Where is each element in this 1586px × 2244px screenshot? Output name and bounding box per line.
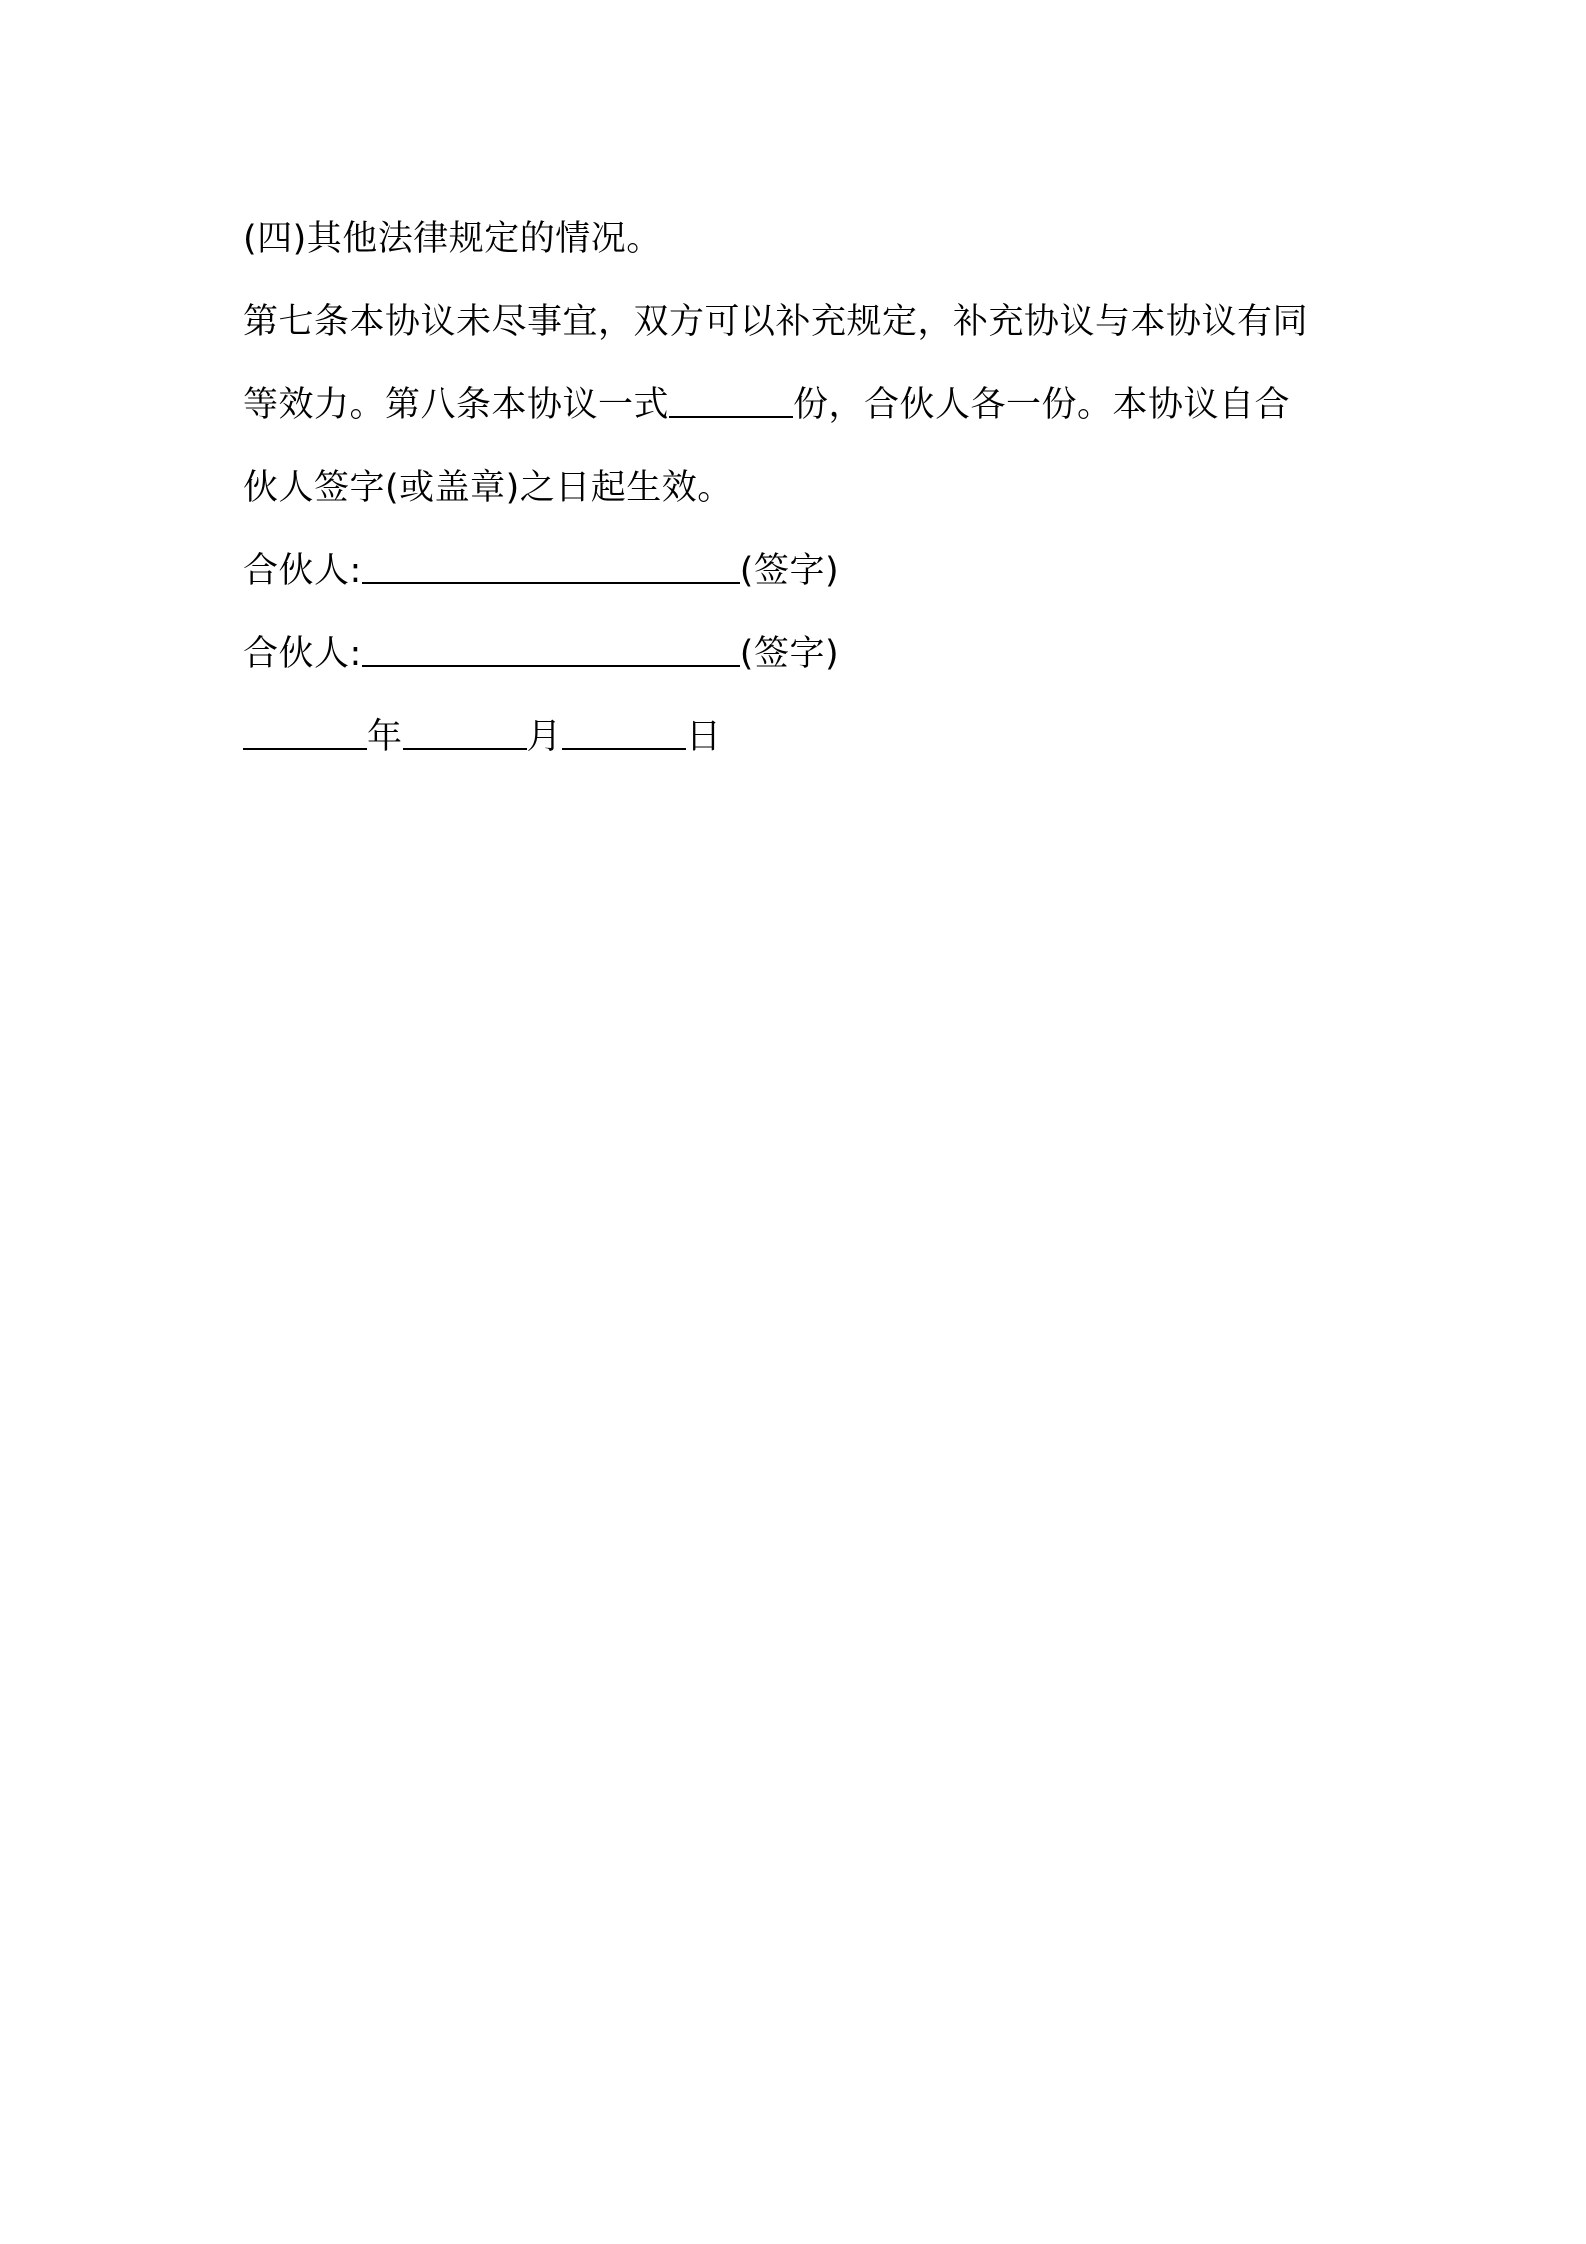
article-7-line-1: [243, 281, 1363, 364]
document-body: [243, 198, 1363, 779]
day-label: 日: [686, 717, 722, 757]
month-label: 月: [526, 717, 563, 757]
day-blank[interactable]: [562, 718, 686, 750]
article-8-text-suffix: 份，合伙人各一份。本协议自合: [793, 385, 1291, 425]
month-blank[interactable]: [403, 718, 527, 750]
article-7-line-3: [243, 447, 1363, 530]
signature-note: (签字): [739, 551, 840, 591]
signature-line-2: [243, 613, 1363, 696]
clause-4-text: (四)其他法律规定的情况。: [243, 219, 662, 259]
date-line: [243, 696, 1363, 779]
year-blank[interactable]: [243, 718, 367, 750]
copies-blank[interactable]: [669, 386, 793, 418]
partner-label: 合伙人:: [243, 634, 362, 674]
effective-text: 伙人签字(或盖章)之日起生效。: [243, 468, 733, 508]
clause-4-line: [243, 198, 1363, 281]
partner-label: 合伙人:: [243, 551, 362, 591]
year-label: 年: [367, 717, 403, 757]
article-7-line-2: [243, 364, 1363, 447]
signature-note: (签字): [739, 634, 840, 674]
signature-line-1: [243, 530, 1363, 613]
article-8-text-prefix: 等效力。第八条本协议一式: [243, 385, 670, 425]
article-7-text-1: 第七条本协议未尽事宜，双方可以补充规定，补充协议与本协议有同: [243, 302, 1309, 342]
partner-signature-blank[interactable]: [362, 635, 740, 667]
partner-signature-blank[interactable]: [362, 552, 740, 584]
